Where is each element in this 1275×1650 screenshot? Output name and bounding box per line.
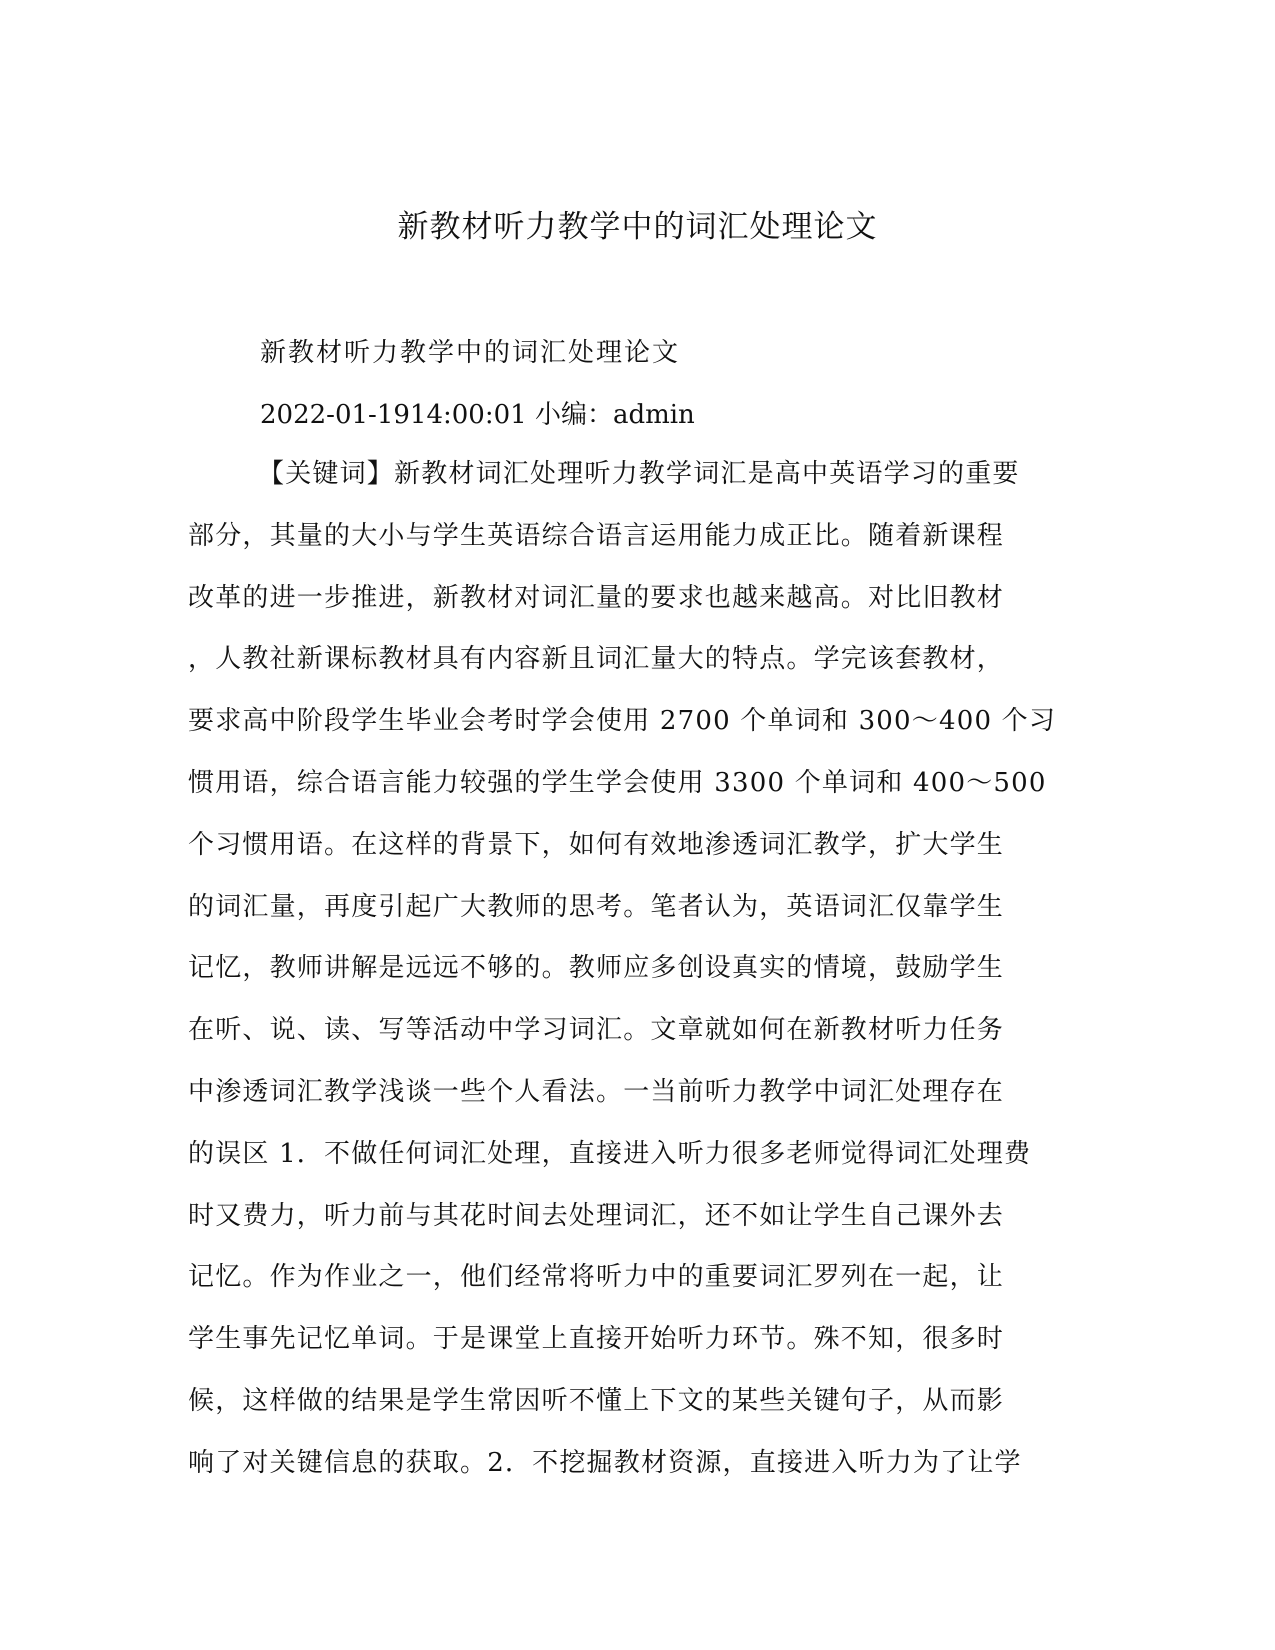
body-line: 改革的进一步推进，新教材对词汇量的要求也越来越高。对比旧教材 (188, 582, 1005, 613)
body-line: 惯用语，综合语言能力较强的学生学会使用 3300 个单词和 400～500 (188, 767, 1047, 798)
body-line: 记忆，教师讲解是远远不够的。教师应多创设真实的情境，鼓励学生 (188, 953, 1005, 984)
body-line: 部分，其量的大小与学生英语综合语言运用能力成正比。随着新课程 (188, 520, 1005, 551)
body-line: 记忆。作为作业之一，他们经常将听力中的重要词汇罗列在一起，让 (188, 1262, 1005, 1293)
body-line: 【关键词】新教材词汇处理听力教学词汇是高中英语学习的重要 (258, 459, 1020, 489)
body-line: 在听、说、读、写等活动中学习词汇。文章就如何在新教材听力任务 (188, 1015, 1005, 1046)
article-body (188, 454, 1088, 1505)
body-line: 候，这样做的结果是学生常因听不懂上下文的某些关键句子，从而影 (188, 1385, 1005, 1416)
body-line: 中渗透词汇教学浅谈一些个人看法。一当前听力教学中词汇处理存在 (188, 1076, 1005, 1107)
body-line: ，人教社新课标教材具有内容新且词汇量大的特点。学完该套教材， (188, 644, 1005, 675)
body-line: 响了对关键信息的获取。2．不挖掘教材资源，直接进入听力为了让学 (188, 1447, 1022, 1478)
body-line: 时又费力，听力前与其花时间去处理词汇，还不如让学生自己课外去 (188, 1200, 1005, 1231)
article-meta: 2022-01-1914:00:01 小编：admin (260, 400, 695, 430)
body-line: 个习惯用语。在这样的背景下，如何有效地渗透词汇教学，扩大学生 (188, 829, 1005, 860)
document-title: 新教材听力教学中的词汇处理论文 (397, 209, 878, 245)
body-line: 要求高中阶段学生毕业会考时学会使用 2700 个单词和 300～400 个习 (188, 706, 1057, 737)
body-line: 学生事先记忆单词。于是课堂上直接开始听力环节。殊不知，很多时 (188, 1324, 1005, 1355)
body-line: 的词汇量，再度引起广大教师的思考。笔者认为，英语词汇仅靠学生 (188, 891, 1005, 922)
body-line: 的误区 1．不做任何词汇处理，直接进入听力很多老师觉得词汇处理费 (188, 1138, 1032, 1169)
article-subtitle: 新教材听力教学中的词汇处理论文 (260, 338, 681, 368)
